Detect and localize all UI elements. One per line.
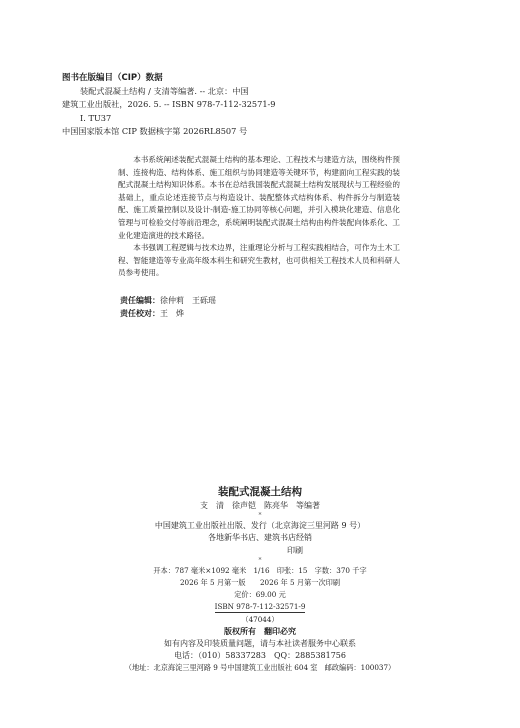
isbn-subcode: （47044） [241,614,279,624]
cip-heading: 图书在版编目（CIP）数据 [62,73,163,83]
separator-star: * [258,512,262,520]
isbn-number: ISBN 978-7-112-32571-9 [214,602,306,612]
price-line: 定价：69.00 元 [234,590,286,600]
format-specs: 开本：787 毫米×1092 毫米 1/16 印张：15 字数：370 千字 [153,565,367,575]
quality-notice: 如有内容及印装质量问题，请与本社读者服务中心联系 [164,639,356,649]
isbn-line [0,601,520,613]
cip-block [62,72,276,138]
summary-paragraph-1: 本书系统阐述装配式混凝土结构的基本理论、工程技术与建造方法，围绕构件预制、连接构造、结构体系、施工组织与协同建造等关键环节，构建面向工程实践的装配式混凝土结构知识体系。本书在总结我国装配式混凝土结构发展现状与工程经验的基础上，重点论述连接节点与构造设计、装配整体式结构体系、构件拆分与制造装配、施工质量控制以及设计-制造-施工协同等核心问题，并引入模块化建造、信息化管理与可检验交付等前沿理念，系统阐明装配式混凝土结构由构件装配向体系化、工业化建造演进的技术路径。 [118,155,400,240]
publisher-line: 中国建筑工业出版社出版、发行（北京海淀三里河路 9 号） [154,521,366,531]
cip-line-classification: Ⅰ. TU37 [80,112,112,123]
editor-line [120,295,216,308]
book-title: 装配式混凝土结构 [218,486,302,498]
distributor-line: 各地新华书店、建筑书店经销 [208,533,312,543]
cip-line-record-number: 中国国家版本馆 CIP 数据核字第 2026RL8507 号 [62,125,248,136]
colophon [0,484,520,675]
printer-line: 印刷 [287,545,303,555]
cip-line-publisher: 建筑工业出版社，2026. 5. -- ISBN 978-7-112-32571-9 [62,99,276,110]
contact-phone: 电话：（010）58337283 QQ：2885381756 [173,651,346,661]
proofreader-label: 责任校对： [120,308,160,318]
proofreader-name: 王 烨 [160,308,184,318]
content-summary [118,154,400,280]
separator-star-2: * [258,556,262,564]
editor-names: 徐仲莉 王砾瑶 [160,296,216,305]
editor-label: 责任编辑： [120,296,160,305]
edition-line: 2026 年 5 月第一版 2026 年 5 月第一次印刷 [179,578,341,588]
responsible-editors [120,295,216,320]
proofreader-line [120,308,216,321]
cip-line-title: 装配式混凝土结构 / 支清等编著. -- 北京：中国 [80,86,249,97]
summary-paragraph-2: 本书强调工程逻辑与技术边界，注重理论分析与工程实践相结合，可作为土木工程、智能建造等专业高年级本科生和研究生教材，也可供相关工程技术人员和科研人员参考使用。 [118,243,400,278]
contact-address: （地址：北京海淀三里河路 9 号中国建筑工业出版社 604 室 邮政编码：100037） [124,663,396,673]
rights-notice: 版权所有 翻印必究 [224,626,296,636]
book-authors: 支 清 徐声铠 陈亮华 等编著 [200,501,320,510]
